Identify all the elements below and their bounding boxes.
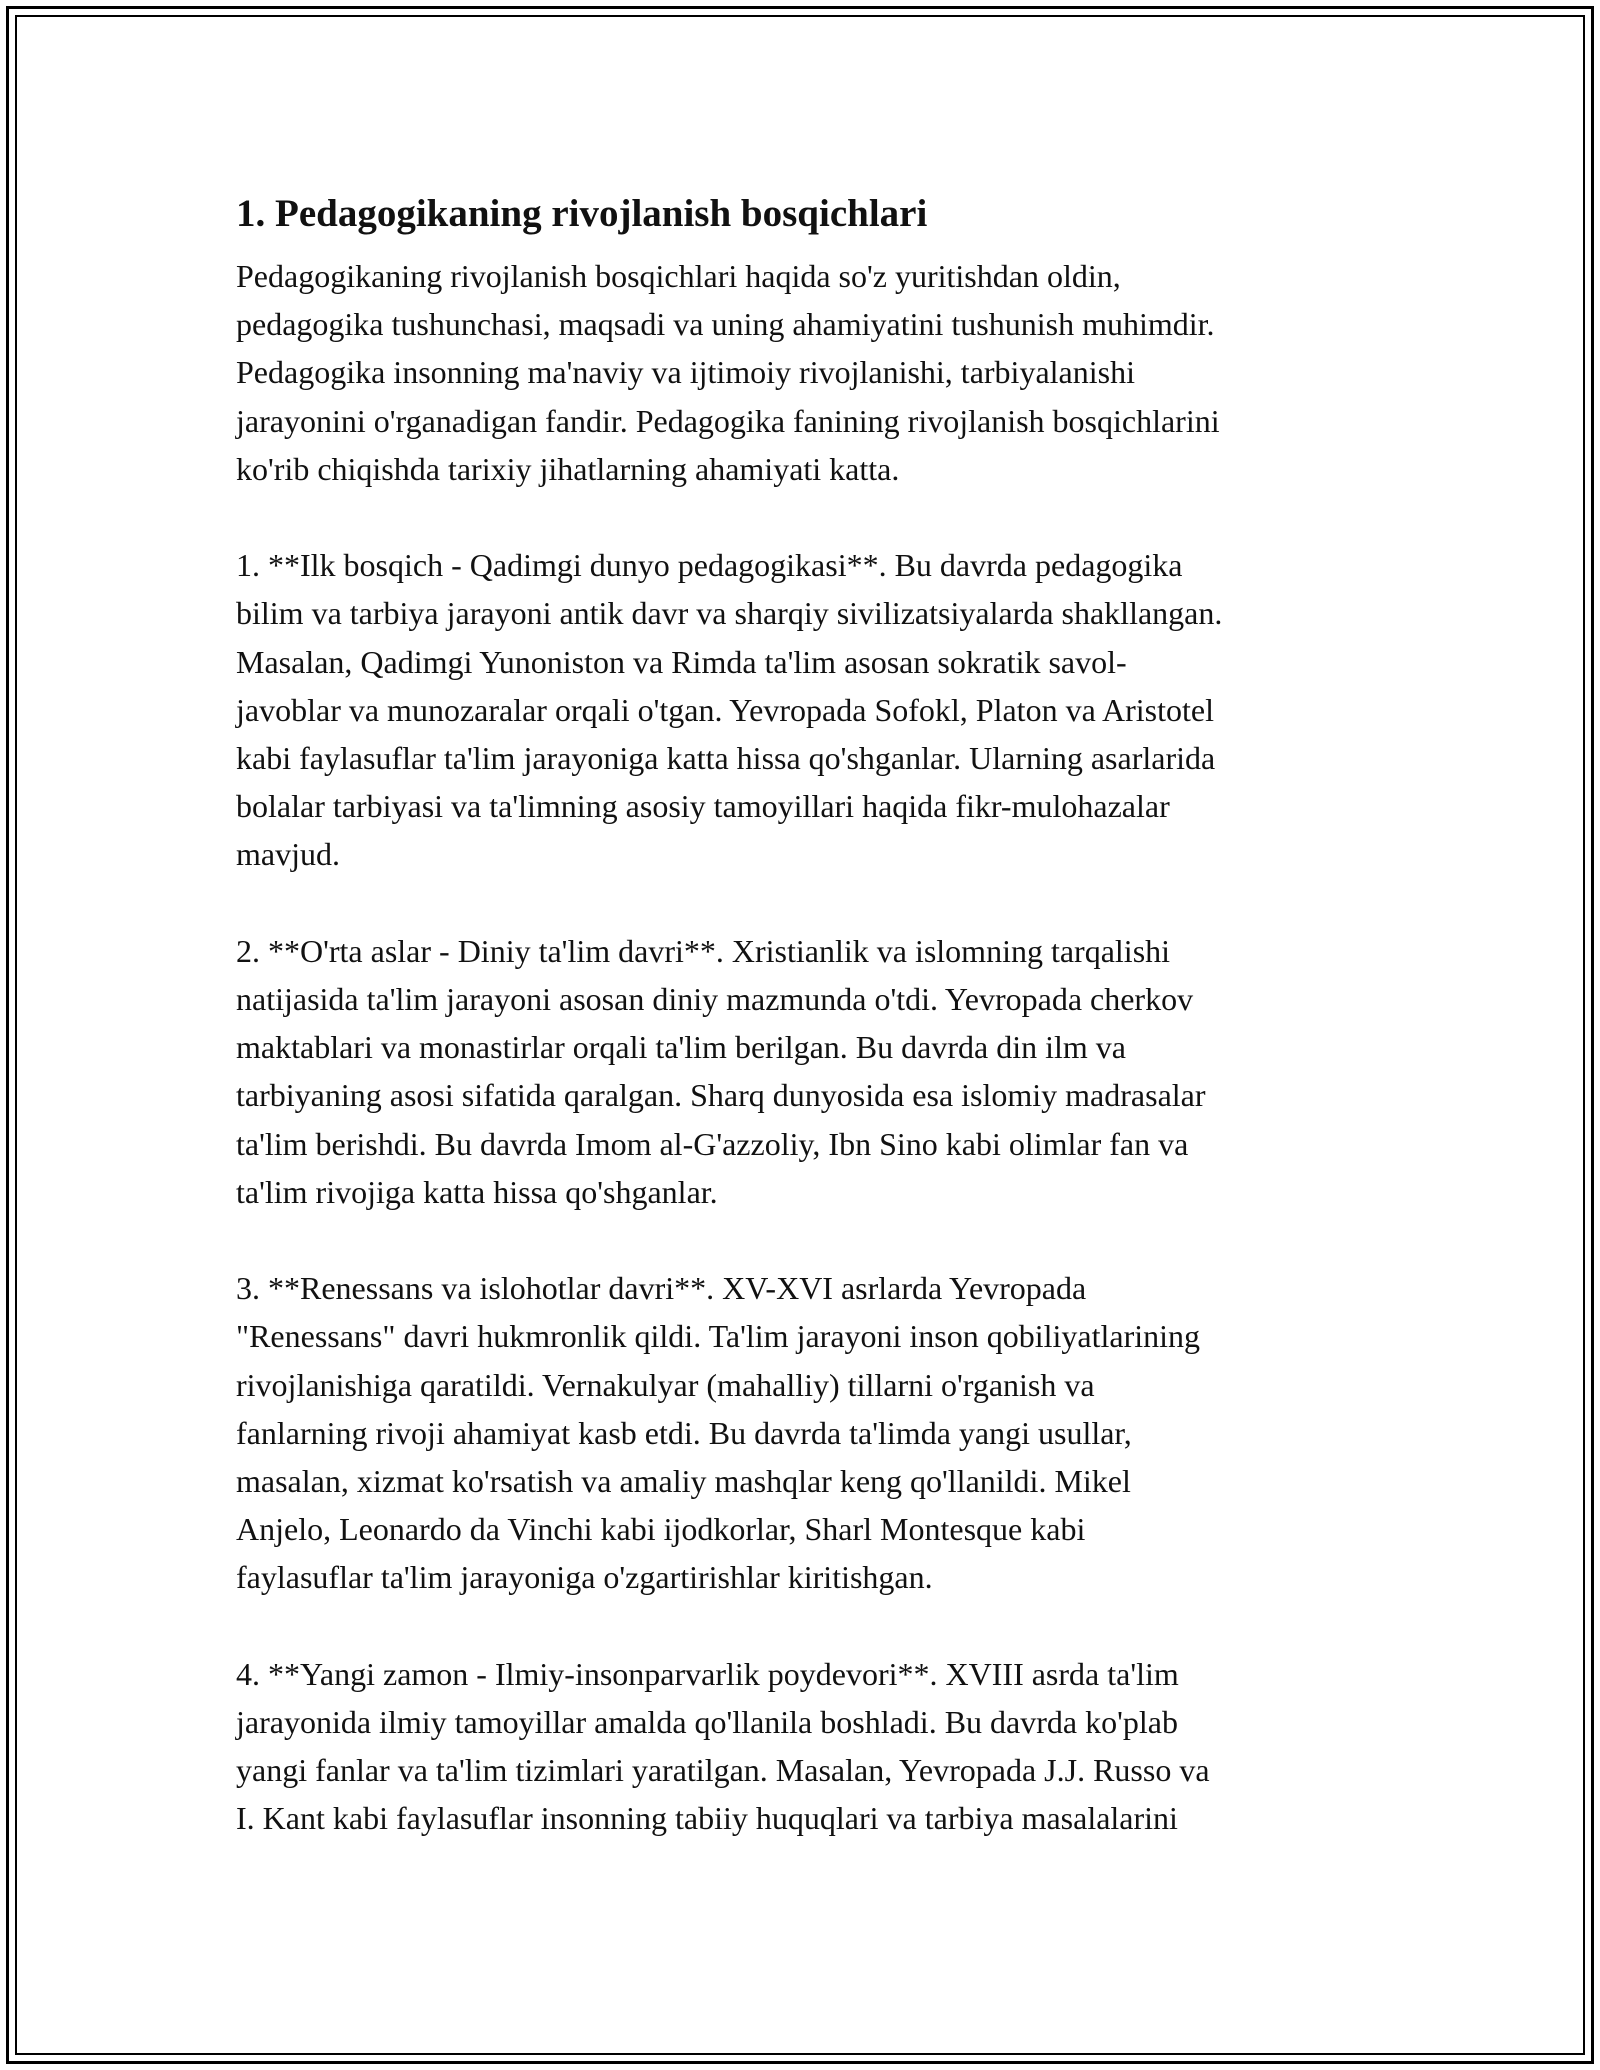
text-line: kabi faylasuflar ta'lim jarayoniga katta hissa qo'shganlar. Ularning asarlarida (236, 740, 1216, 777)
text-line: 4. **Yangi zamon - Ilmiy-insonparvarlik poydevori**. XVIII asrda ta'lim (236, 1655, 1179, 1692)
text-line: maktablari va monastirlar orqali ta'lim berilgan. Bu davrda din ilm va (236, 1029, 1126, 1066)
text-line: faylasuflar ta'lim jarayoniga o'zgartirishlar kiritishgan. (236, 1559, 933, 1596)
text-line: ta'lim rivojiga katta hissa qo'shganlar. (236, 1173, 718, 1210)
text-line: 3. **Renessans va islohotlar davri**. XV-XVI asrlarda Yevropada (236, 1270, 1087, 1307)
text-line: fanlarning rivoji ahamiyat kasb etdi. Bu davrda ta'limda yangi usullar, (236, 1414, 1132, 1451)
paragraph-stage-1 (236, 541, 1386, 878)
paragraph-stage-4 (236, 1650, 1386, 1843)
document-title: 1. Pedagogikaning rivojlanish bosqichlari (236, 192, 928, 235)
text-line: Pedagogika insonning ma'naviy va ijtimoiy rivojlanishi, tarbiyalanishi (236, 354, 1135, 391)
text-line: 2. **O'rta aslar - Diniy ta'lim davri**. Xristianlik va islomning tarqalishi (236, 932, 1171, 969)
paragraph-stage-2 (236, 927, 1386, 1216)
text-line: jarayonida ilmiy tamoyillar amalda qo'llanila boshladi. Bu davrda ko'plab (236, 1704, 1178, 1741)
text-line: 1. **Ilk bosqich - Qadimgi dunyo pedagogikasi**. Bu davrda pedagogika (236, 547, 1183, 584)
text-line: pedagogika tushunchasi, maqsadi va uning ahamiyatini tushunish muhimdir. (236, 306, 1215, 343)
text-line: jarayonini o'rganadigan fandir. Pedagogika fanining rivojlanish bosqichlarini (236, 402, 1220, 439)
text-line: natijasida ta'lim jarayoni asosan diniy mazmunda o'tdi. Yevropada cherkov (236, 981, 1194, 1018)
text-line: javoblar va munozaralar orqali o'tgan. Yevropada Sofokl, Platon va Aristotel (236, 691, 1214, 728)
text-line: tarbiyaning asosi sifatida qaralgan. Sharq dunyosida esa islomiy madrasalar (236, 1077, 1206, 1114)
text-line: I. Kant kabi faylasuflar insonning tabiiy huquqlari va tarbiya masalalarini (236, 1800, 1178, 1837)
text-line: mavjud. (236, 836, 340, 873)
text-line: Anjelo, Leonardo da Vinchi kabi ijodkorlar, Sharl Montesque kabi (236, 1511, 1086, 1548)
text-line: bolalar tarbiyasi va ta'limning asosiy tamoyillari haqida fikr-mulohazalar (236, 788, 1170, 825)
paragraph-stage-3 (236, 1264, 1386, 1601)
text-line: Masalan, Qadimgi Yunoniston va Rimda ta'lim asosan sokratik savol- (236, 643, 1127, 680)
document-body (236, 186, 1386, 1891)
text-line: rivojlanishiga qaratildi. Vernakulyar (mahalliy) tillarni o'rganish va (236, 1366, 1095, 1403)
text-line: masalan, xizmat ko'rsatish va amaliy mashqlar keng qo'llanildi. Mikel (236, 1463, 1131, 1500)
paragraph-intro (236, 252, 1386, 493)
text-line: yangi fanlar va ta'lim tizimlari yaratilgan. Masalan, Yevropada J.J. Russo va (236, 1752, 1210, 1789)
text-line: Pedagogikaning rivojlanish bosqichlari haqida so'z yuritishdan oldin, (236, 258, 1121, 294)
text-line: bilim va tarbiya jarayoni antik davr va sharqiy sivilizatsiyalarda shakllangan. (236, 595, 1223, 632)
text-line: ko'rib chiqishda tarixiy jihatlarning ahamiyati katta. (236, 450, 900, 487)
text-line: "Renessans" davri hukmronlik qildi. Ta'lim jarayoni inson qobiliyatlarining (236, 1318, 1201, 1355)
text-line: ta'lim berishdi. Bu davrda Imom al-G'azzoliy, Ibn Sino kabi olimlar fan va (236, 1125, 1189, 1162)
